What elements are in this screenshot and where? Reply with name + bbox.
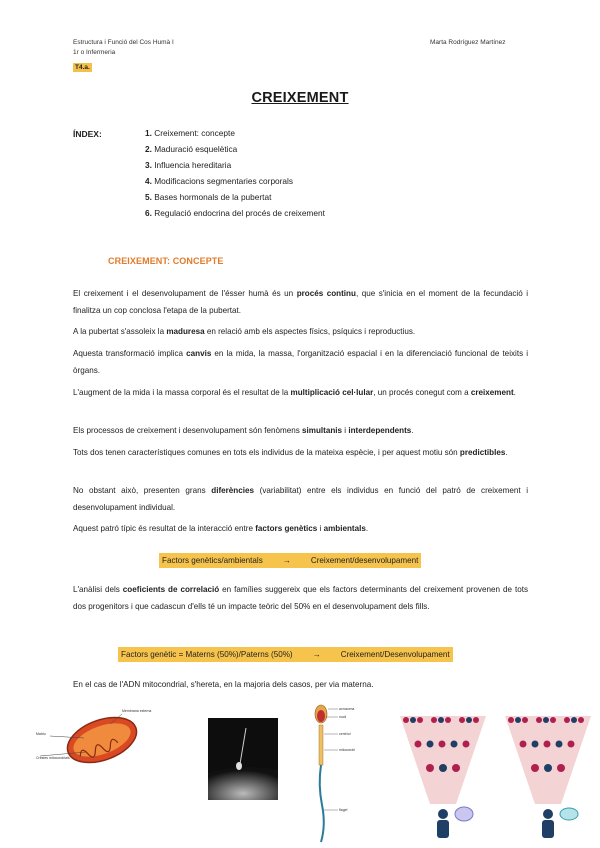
highlight-formula-2: Factors genètic = Materns (50%)/Paterns (50%) → Creixement/Desenvolupament [118,647,453,662]
mitochondrion-figure [36,700,152,770]
sperm-label: nucli [339,715,347,719]
course-name: Estructura i Funció del Cos Humà I [73,39,174,46]
index-item: 3. Influencia hereditaria [145,160,232,170]
mito-label: Membrana externa [122,709,152,713]
course-year: 1r o Infermeria [73,49,116,56]
mito-label: Matriu [36,732,46,736]
index-item: 4. Modificacions segmentaries corporals [145,176,294,186]
paragraph-4: L'augment de la mida i la massa corporal és el resultat de la multiplicació cel·lular, un procés conegut com a creixement. [73,388,516,397]
paragraph-2: A la pubertat s'assoleix la maduresa en relació amb els aspectes físics, psíquics i reproductius. [73,327,416,336]
paragraph-5: Els processos de creixement i desenvolupament són fenòmens simultanis i interdependents. [73,426,414,435]
paragraph-1: El creixement i el desenvolupament de l'ésser humà és un procés continu, que s'inicia en el moment de la fecundació i finalitza un cop conclosa l'etapa de la pubertat. [73,289,528,315]
sperm-label: flagel [339,808,348,812]
paragraph-6: Tots dos tenen característiques comunes en tots els individus de la mateixa espècie, i per aquest motiu són predictibles. [73,448,508,457]
maternal-inheritance-pedigree-1 [398,714,488,844]
highlight-formula-1: Factors genètics/ambientals → Creixement/desenvolupament [159,553,421,568]
sperm-cell-figure [296,700,376,845]
paragraph-3: Aquesta transformació implica canvis en la mida, la massa, l'organització espacial i en la diferenciació funcional de teixits i òrgans. [73,349,528,375]
maternal-inheritance-pedigree-2 [503,714,593,844]
topic-tag: T4.a. [75,64,90,71]
paragraph-10: En el cas de l'ADN mitocondrial, s'hereta, en la majoria dels casos, per via materna. [73,680,374,689]
page-title: CREIXEMENT [251,90,349,106]
paragraph-8: Aquest patró típic és resultat de la interacció entre factors genètics i ambientals. [73,524,369,533]
paragraph-7: No obstant això, presenten grans diferències (variabilitat) entre els individus en funció del patró de creixement i desenvolupament individual. [73,486,529,512]
sperm-label: centríol [339,732,351,736]
index-item: 1. Creixement: concepte [145,128,235,138]
sperm-label: mitocondri [339,748,356,752]
mito-label: Crestes mitocondrials [36,756,70,760]
index-item: 6. Regulació endocrina del procés de creixement [145,208,325,218]
section-heading: CREIXEMENT: CONCEPTE [108,256,224,266]
index-item: 5. Bases hormonals de la pubertat [145,192,272,202]
index-label: ÍNDEX: [73,129,102,139]
index-item: 2. Maduració esquelètica [145,144,238,154]
author-name: Marta Rodríguez Martínez [430,39,506,46]
index-list [145,125,325,221]
egg-micrograph-figure [208,718,278,800]
sperm-label: acrosoma [339,707,355,711]
paragraph-9: L'anàlisi dels coeficients de correlació en famílies suggereix que els factors determinants del creixement provenen de tots dos progenitors i que cadascun d'ells té un impacte teòric del 50% en el desenvolupament dels fills. [73,585,528,611]
